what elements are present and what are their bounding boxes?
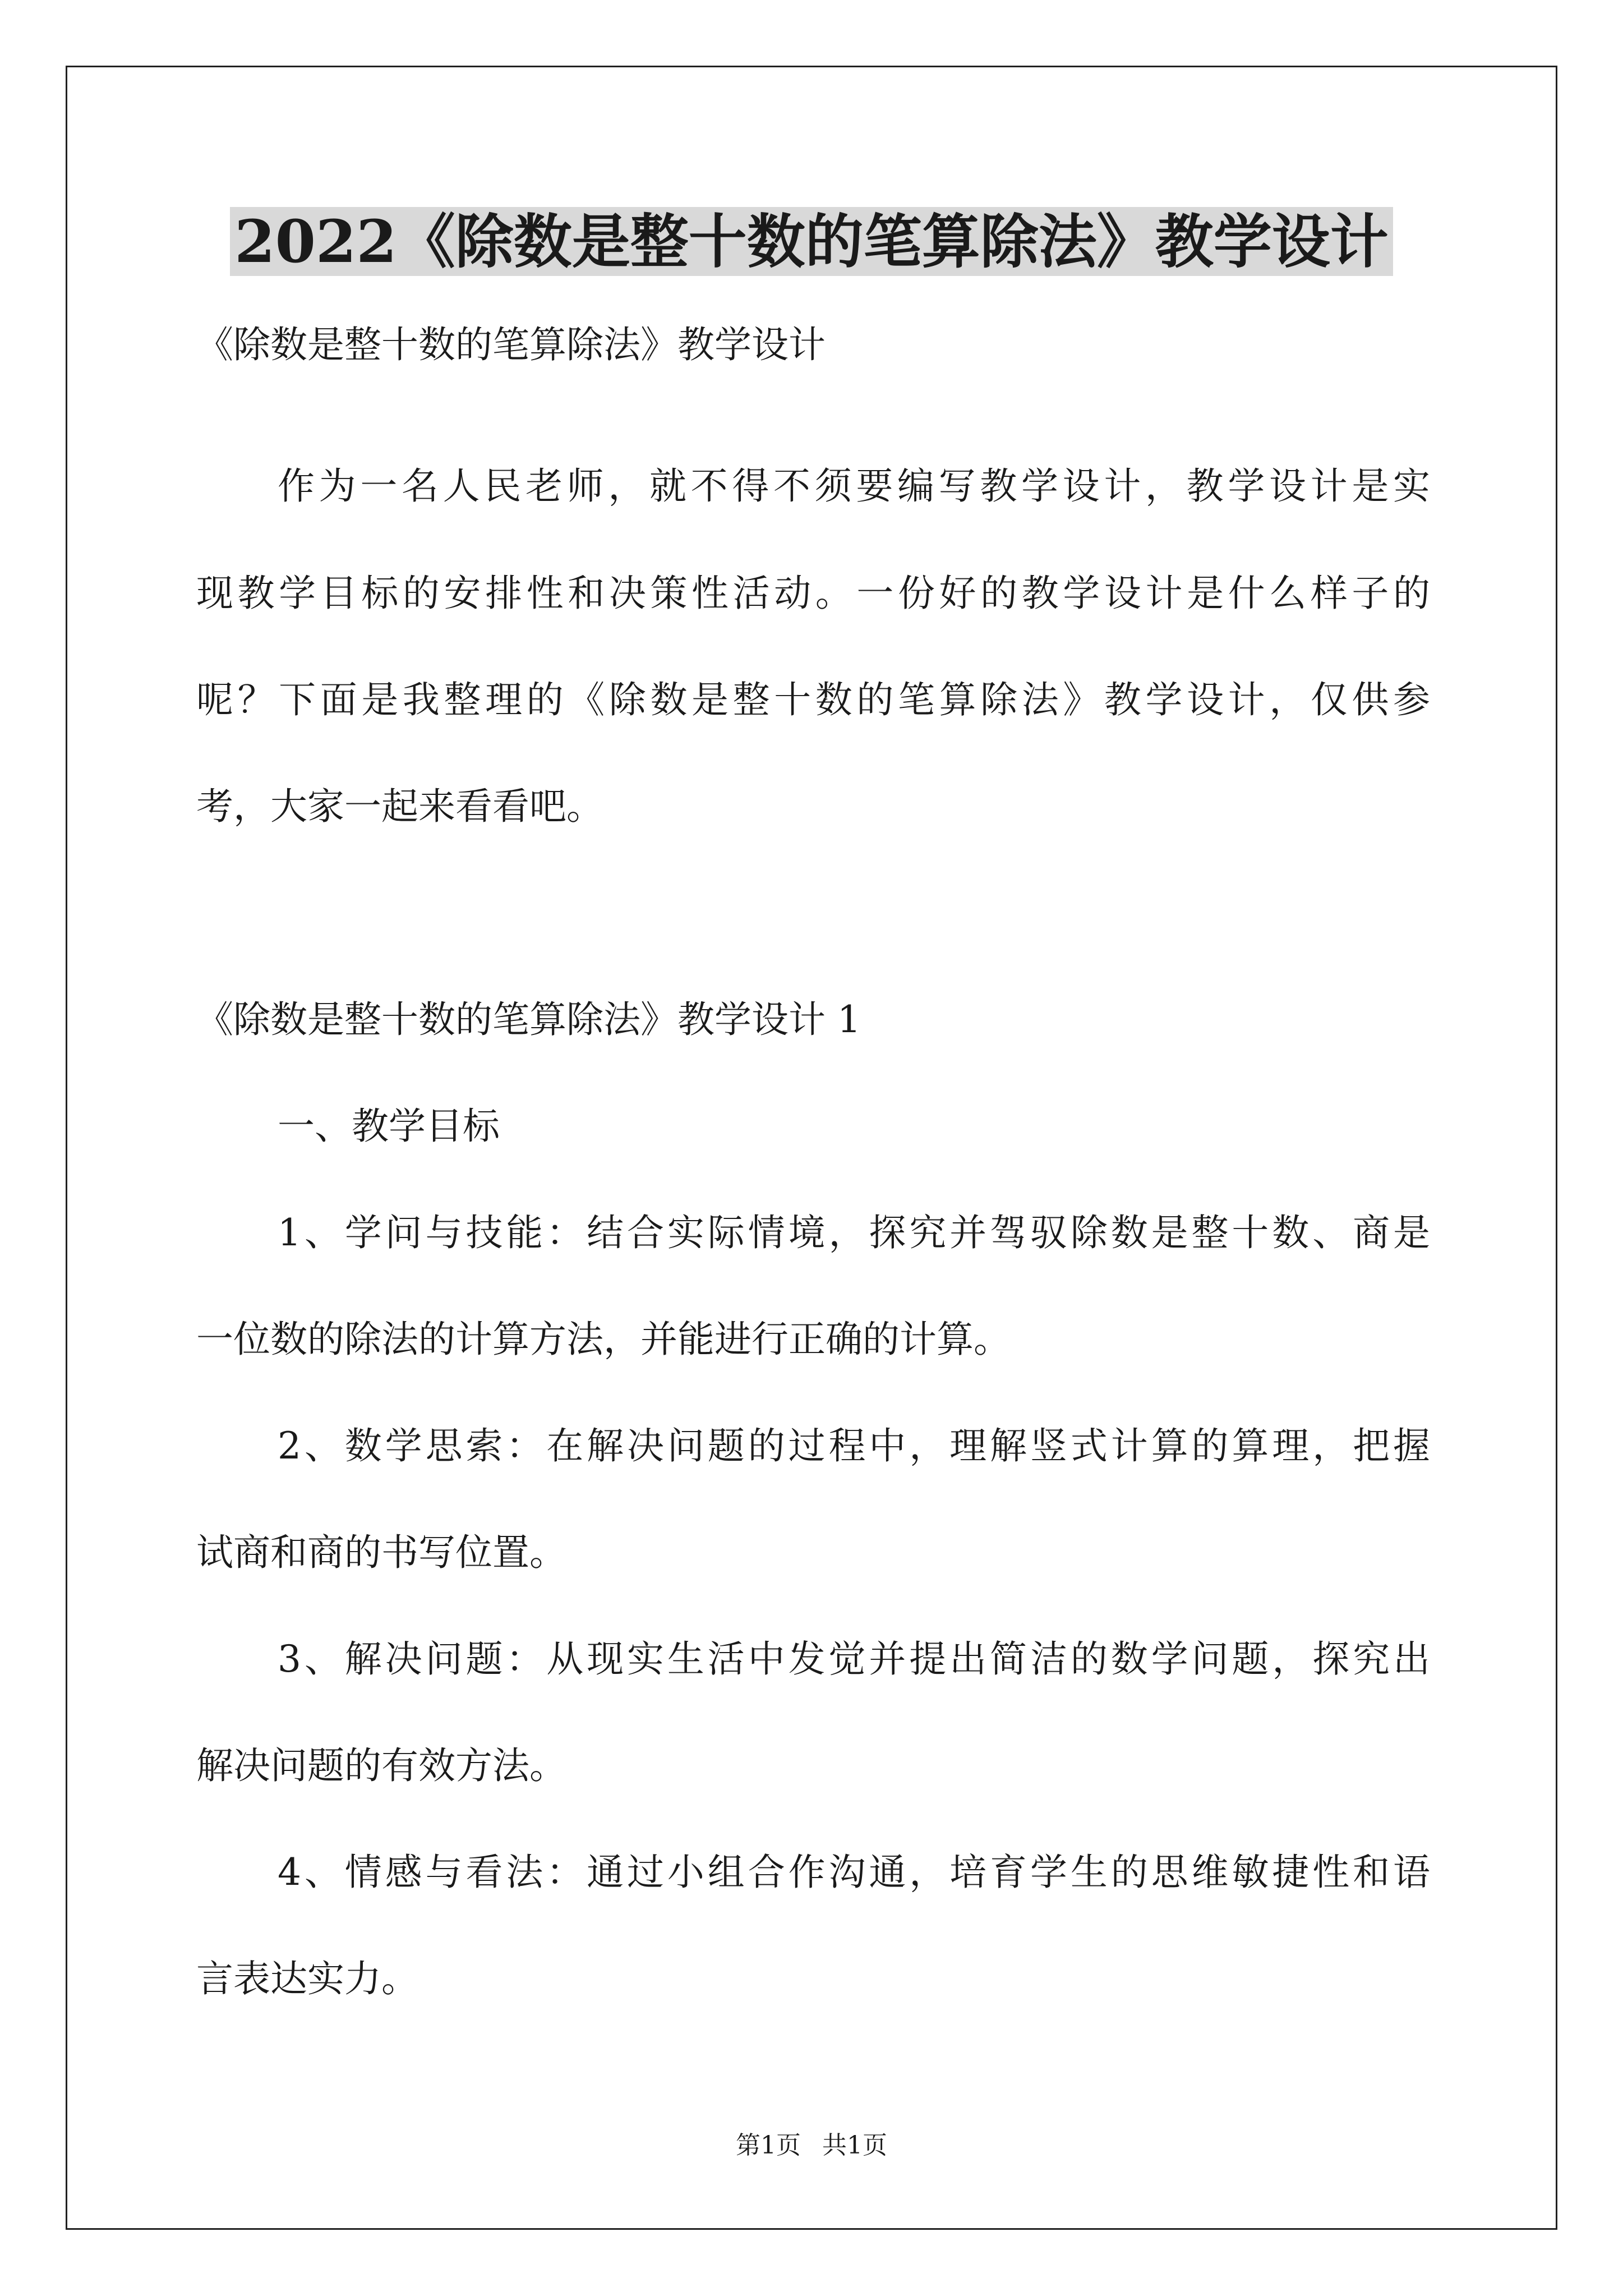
item-1-line-1: 1、学问与技能：结合实际情境，探究并驾驭除数是整十数、商是 <box>278 1211 1430 1254</box>
item-4-line-1: 4、情感与看法：通过小组合作沟通，培育学生的思维敏捷性和语 <box>278 1851 1430 1894</box>
intro-line-2: 现教学目标的安排性和决策性活动。一份好的教学设计是什么样子的 <box>196 572 1430 615</box>
item-2-line-1: 2、数学思索：在解决问题的过程中，理解竖式计算的算理，把握 <box>278 1424 1430 1467</box>
item-1-line-2: 一位数的除法的计算方法，并能进行正确的计算。 <box>196 1318 1011 1361</box>
item-3-line-1: 3、解决问题：从现实生活中发觉并提出简洁的数学问题，探究出 <box>278 1637 1430 1681</box>
section-heading: 一、教学目标 <box>278 1105 500 1148</box>
item-4-line-2: 言表达实力。 <box>196 1957 418 2000</box>
item-3-line-2: 解决问题的有效方法。 <box>196 1744 566 1787</box>
page-number: 第1页 <box>736 2131 801 2160</box>
document-title-text: 2022《除数是整十数的笔算除法》教学设计 <box>230 207 1393 276</box>
intro-line-4: 考，大家一起来看看吧。 <box>196 785 603 828</box>
document-title <box>0 200 1623 284</box>
intro-line-3: 呢？下面是我整理的《除数是整十数的笔算除法》教学设计，仅供参 <box>196 678 1430 721</box>
section-title: 《除数是整十数的笔算除法》教学设计 1 <box>196 998 861 1041</box>
item-2-line-2: 试商和商的书写位置。 <box>196 1531 566 1574</box>
page-footer <box>0 2129 1623 2162</box>
page-total: 共1页 <box>822 2131 887 2160</box>
intro-line-1: 作为一名人民老师，就不得不须要编写教学设计，教学设计是实 <box>278 464 1430 508</box>
document-subtitle: 《除数是整十数的笔算除法》教学设计 <box>196 323 826 366</box>
